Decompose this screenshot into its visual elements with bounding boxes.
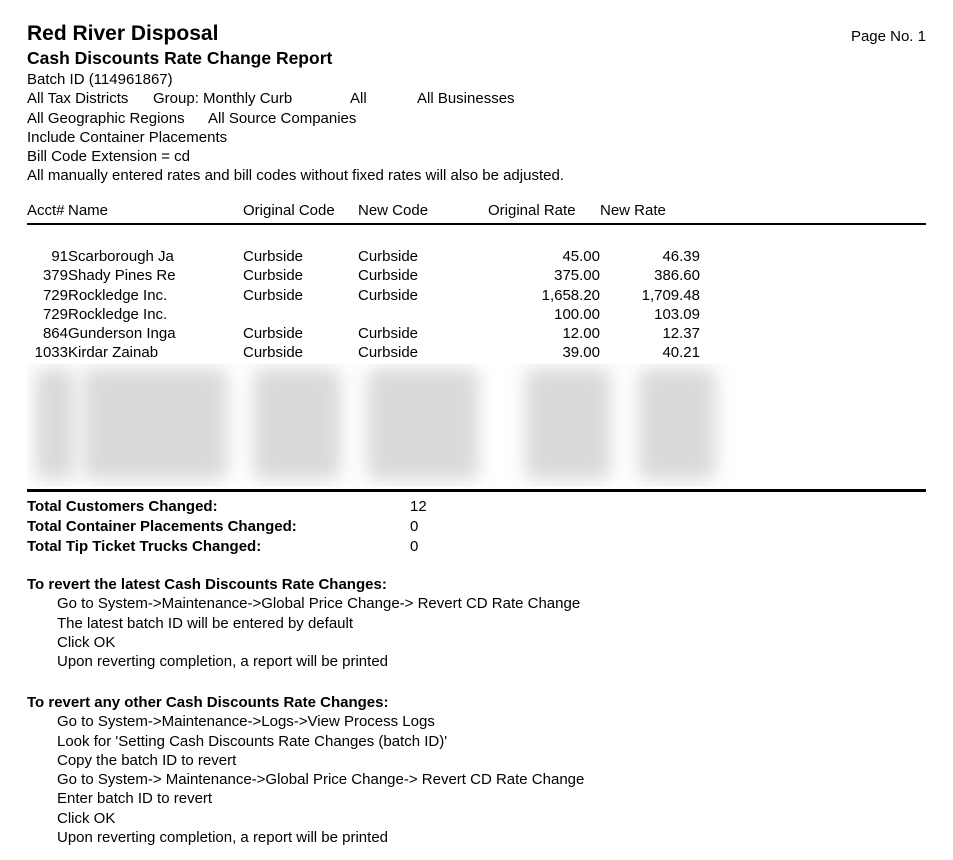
cell-acct: 864 — [42, 325, 68, 343]
total-row — [27, 517, 727, 537]
page-number: Page No. 1 — [850, 28, 926, 45]
cell-new-code: Curbside — [358, 325, 419, 343]
blur-band-new-rate — [638, 368, 716, 480]
blur-band-original-code — [253, 368, 341, 480]
instructions-heading: To revert the latest Cash Discounts Rate Changes: — [27, 576, 387, 593]
table-row — [27, 343, 926, 362]
instruction-step: Look for 'Setting Cash Discounts Rate Changes (batch ID)' — [57, 732, 448, 750]
instruction-step: The latest batch ID will be entered by default — [57, 614, 354, 632]
cell-new-code: Curbside — [358, 248, 419, 265]
cell-acct: 729 — [42, 305, 68, 323]
cell-new-rate: 103.09 — [654, 305, 700, 323]
blur-band-new-code — [367, 368, 479, 480]
total-row — [27, 537, 727, 557]
col-header-original-code: Original Code — [243, 202, 358, 224]
cell-acct: 729 — [42, 286, 68, 304]
instruction-step: Copy the batch ID to revert — [57, 751, 237, 769]
filter-businesses: All Businesses — [417, 90, 515, 108]
filter-line-2 — [27, 109, 907, 128]
cell-original-rate: 100.00 — [554, 305, 600, 323]
blur-band-acct — [35, 368, 75, 480]
instruction-step: Go to System->Maintenance->Logs->View Process Logs — [57, 713, 435, 731]
total-label: Total Customers Changed: — [27, 498, 218, 515]
filter-source-companies: All Source Companies — [208, 109, 357, 127]
filter-tax-districts: All Tax Districts — [27, 90, 129, 108]
filter-all: All — [350, 90, 367, 108]
cell-original-code: Curbside — [243, 325, 304, 343]
total-value: 0 — [410, 537, 419, 555]
cell-new-code: Curbside — [358, 267, 419, 285]
col-header-name: Name — [68, 202, 243, 224]
cell-acct: 379 — [42, 267, 68, 285]
cell-original-rate: 12.00 — [562, 325, 600, 343]
cell-name: Rockledge Inc. — [68, 305, 168, 323]
cell-new-rate: 12.37 — [662, 325, 700, 343]
total-row — [27, 497, 727, 517]
filter-line-1 — [27, 89, 907, 108]
instruction-step: Go to System-> Maintenance->Global Price Change-> Revert CD Rate Change — [57, 771, 585, 789]
cell-original-rate: 1,658.20 — [541, 286, 600, 304]
cell-new-rate: 40.21 — [662, 344, 700, 362]
table-header-row — [27, 202, 926, 224]
cell-original-rate: 45.00 — [562, 248, 600, 265]
filter-bill-code: Bill Code Extension = cd — [27, 148, 191, 166]
cell-original-code: Curbside — [243, 286, 304, 304]
instruction-step: Upon reverting completion, a report will be printed — [57, 829, 389, 847]
instruction-step: Enter batch ID to revert — [57, 790, 213, 808]
instruction-step: Click OK — [57, 633, 116, 651]
batch-id-line: Batch ID (114961867) — [27, 71, 173, 88]
instruction-step: Go to System->Maintenance->Global Price Change-> Revert CD Rate Change — [57, 595, 581, 613]
instruction-step: Click OK — [57, 809, 116, 827]
cell-original-rate: 39.00 — [562, 344, 600, 362]
cell-name: Scarborough Ja — [68, 248, 174, 265]
table-row — [27, 305, 926, 324]
cell-original-code: Curbside — [243, 267, 304, 285]
redacted-rows-block — [27, 364, 926, 487]
col-header-acct: Acct# — [27, 202, 68, 224]
table-row — [27, 324, 926, 343]
total-value: 0 — [410, 517, 419, 535]
instruction-step: Upon reverting completion, a report will be printed — [57, 653, 389, 671]
filter-group: Group: Monthly Curb — [153, 90, 293, 108]
filter-include-placements: Include Container Placements — [27, 128, 228, 146]
cell-original-code: Curbside — [243, 344, 304, 362]
report-title: Cash Discounts Rate Change Report — [27, 48, 333, 68]
cell-original-rate: 375.00 — [554, 267, 600, 285]
total-value: 12 — [410, 498, 427, 515]
cell-name: Kirdar Zainab — [68, 344, 159, 362]
filter-geographic: All Geographic Regions — [27, 109, 185, 127]
cell-new-code — [358, 305, 488, 324]
table-row — [27, 247, 926, 266]
table-row — [27, 266, 926, 285]
cell-name: Shady Pines Re — [68, 267, 176, 285]
col-header-new-rate: New Rate — [600, 202, 700, 224]
instructions-section-latest — [27, 575, 907, 671]
cell-new-code: Curbside — [358, 344, 419, 362]
rate-change-table — [27, 202, 926, 363]
blur-band-original-rate — [525, 368, 611, 480]
company-name: Red River Disposal — [27, 22, 219, 45]
blur-band-name — [83, 368, 228, 480]
instructions-heading: To revert any other Cash Discounts Rate Changes: — [27, 694, 389, 711]
col-header-filler — [700, 202, 926, 224]
report-meta — [27, 70, 907, 186]
cell-new-rate: 1,709.48 — [641, 286, 700, 304]
total-label: Total Tip Ticket Trucks Changed: — [27, 537, 262, 555]
col-header-new-code: New Code — [358, 202, 488, 224]
col-header-original-rate: Original Rate — [488, 202, 600, 224]
cell-original-code: Curbside — [243, 248, 304, 265]
total-label: Total Container Placements Changed: — [27, 517, 297, 535]
cell-name: Rockledge Inc. — [68, 286, 168, 304]
spacer-row — [27, 224, 926, 247]
cell-acct: 91 — [51, 248, 68, 265]
cell-new-rate: 46.39 — [662, 248, 700, 265]
cell-new-code: Curbside — [358, 286, 419, 304]
table-row — [27, 286, 926, 305]
instructions-section-other — [27, 693, 907, 847]
cell-name: Gunderson Inga — [68, 325, 176, 343]
cell-new-rate: 386.60 — [654, 267, 700, 285]
cell-original-code — [243, 305, 358, 324]
filter-note: All manually entered rates and bill codes without fixed rates will also be adjusted. — [27, 167, 564, 185]
totals-divider-line — [27, 489, 926, 492]
cell-acct: 1033 — [34, 344, 68, 362]
totals-section — [27, 497, 727, 556]
